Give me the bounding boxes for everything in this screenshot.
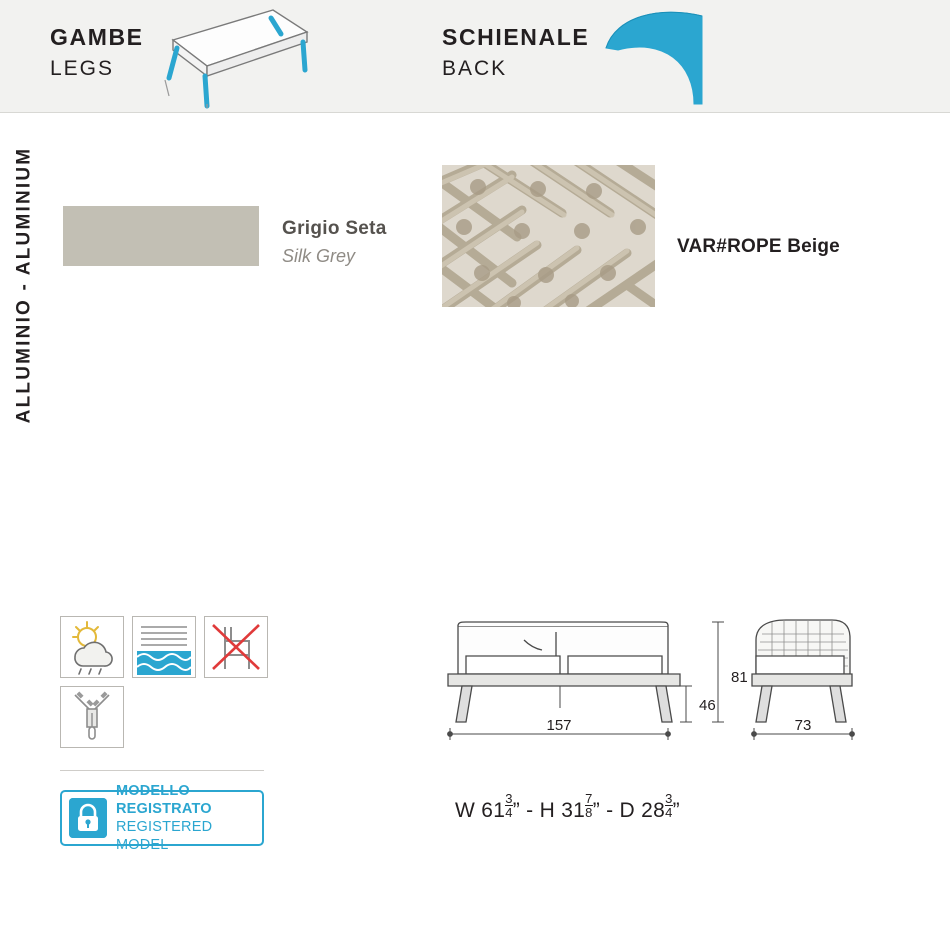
sofa-side-view bbox=[752, 620, 852, 722]
imperial-sep-2: ” - D 28 bbox=[592, 799, 666, 822]
color-name-en: Silk Grey bbox=[282, 246, 356, 266]
imperial-width-fraction: $\frac{3}{4}$ bbox=[505, 791, 513, 820]
chair-back-illustration bbox=[598, 4, 728, 109]
imperial-dimensions bbox=[455, 792, 680, 823]
category-side-label bbox=[0, 140, 54, 430]
registered-line-en: REGISTERED MODEL bbox=[116, 819, 213, 854]
divider bbox=[60, 770, 264, 771]
imperial-width-label: W 61 bbox=[455, 799, 506, 822]
imperial-depth-fraction: $\frac{3}{4}$ bbox=[665, 791, 673, 820]
seat-height-value: 46 bbox=[699, 697, 716, 714]
legs-title-it: GAMBE bbox=[50, 24, 144, 50]
legs-title-en: LEGS bbox=[50, 57, 115, 80]
registered-line-it: MODELLO REGISTRATO bbox=[116, 782, 212, 817]
color-swatch-silk-grey bbox=[63, 206, 259, 266]
imperial-sep-1: ” - H 31 bbox=[512, 799, 586, 822]
width-value: 157 bbox=[546, 717, 572, 734]
rope-weave-pattern bbox=[442, 165, 655, 307]
header-band bbox=[0, 0, 950, 113]
weather-resistant-icon bbox=[60, 616, 124, 678]
water-resistant-icon bbox=[132, 616, 196, 678]
back-header bbox=[442, 24, 589, 81]
lock-icon bbox=[69, 798, 107, 838]
registered-model-badge bbox=[60, 782, 264, 854]
imperial-end-quote: ” bbox=[672, 799, 680, 822]
category-side-label-text: ALLUMINIO - ALUMINIUM bbox=[13, 146, 34, 424]
zip-cover-icon bbox=[60, 686, 124, 748]
bench-legs-illustration bbox=[155, 4, 320, 109]
depth-value: 73 bbox=[794, 717, 812, 734]
sofa-front-view bbox=[448, 622, 680, 722]
feature-icons-row-1 bbox=[60, 616, 268, 678]
back-title-it: SCHIENALE bbox=[442, 24, 590, 50]
imperial-height-fraction: $\frac{7}{8}$ bbox=[585, 791, 593, 820]
back-title-en: BACK bbox=[442, 57, 508, 80]
feature-icons-row-2 bbox=[60, 686, 268, 748]
rope-texture-swatch bbox=[442, 165, 655, 307]
feature-icons bbox=[60, 616, 268, 748]
technical-drawings bbox=[440, 600, 900, 780]
not-stackable-icon bbox=[204, 616, 268, 678]
color-swatch-caption bbox=[282, 218, 387, 267]
rope-label: VAR#ROPE Beige bbox=[677, 236, 840, 257]
total-height-value: 81 bbox=[731, 669, 748, 686]
seat-height-dimension bbox=[680, 686, 692, 722]
legs-header bbox=[50, 24, 144, 81]
color-name-it: Grigio Seta bbox=[282, 218, 387, 239]
registered-model-text bbox=[116, 782, 262, 855]
